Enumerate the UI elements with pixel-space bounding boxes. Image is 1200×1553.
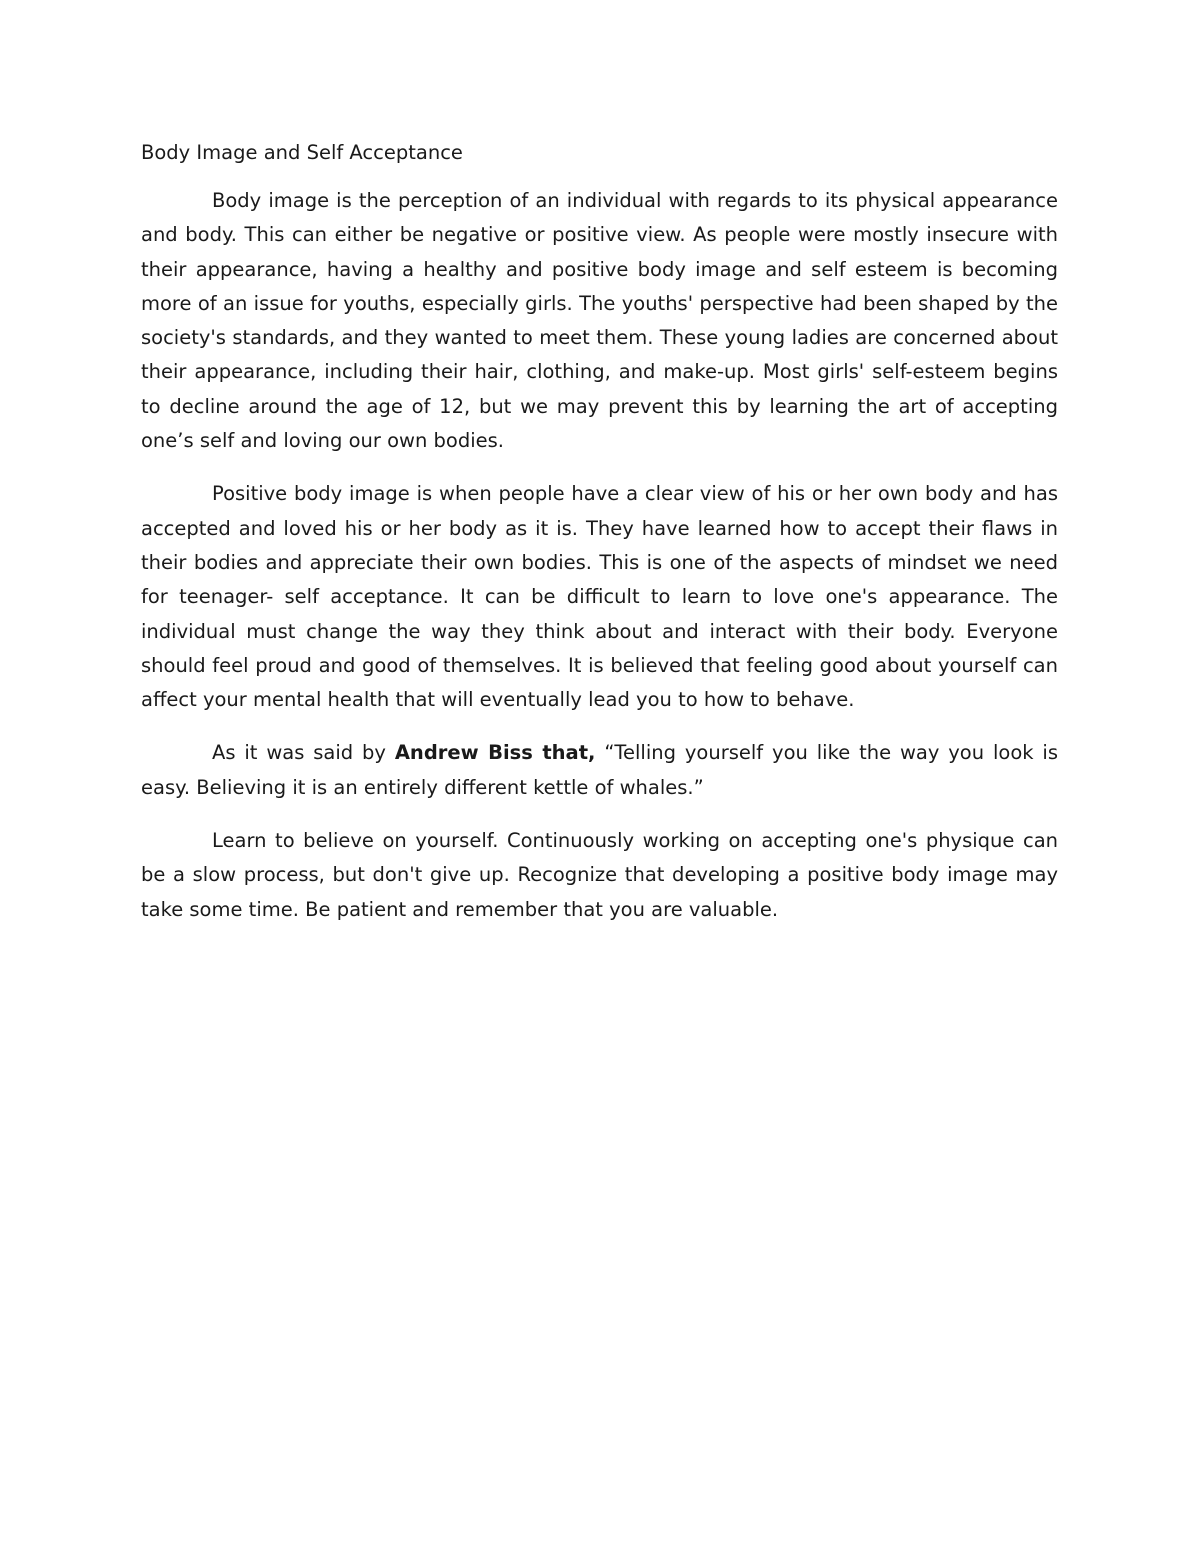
paragraph-positive-body-image: Positive body image is when people have a clear view of his or her own body and has accepted and loved his or her body as it is. They have learned how to accept their flaws in their bodies and appreciate their own bodies. This is one of the aspects of mindset we need for teenager- self acceptance. It can be difficult to learn to love one's appearance. The individual must change the way they think about and interact with their body. Everyone should feel proud and good of themselves. It is believed that feeling good about yourself can affect your mental health that will eventually lead you to how to behave. — [141, 482, 1058, 712]
document-page — [141, 138, 1058, 946]
document-title: Body Image and Self Acceptance — [141, 141, 463, 164]
quote-intro: As it was said by — [212, 741, 395, 765]
quote-text: “Telling yourself you like the way you look is easy. Believing it is an entirely different kettle of whales.” — [141, 741, 1058, 799]
paragraph-quote — [141, 736, 1058, 805]
paragraph-believe: Learn to believe on yourself. Continuously working on accepting one's physique can be a slow process, but don't give up. Recognize that developing a positive body image may take some time. Be patient and remember that you are valuable. — [141, 829, 1058, 921]
quote-author: Andrew Biss that, — [394, 741, 596, 765]
paragraph-body-image: Body image is the perception of an individual with regards to its physical appearance and body. This can either be negative or positive view. As people were mostly insecure with their appearance, having a healthy and positive body image and self esteem is becoming more of an issue for youths, especially girls. The youths' perspective had been shaped by the society's standards, and they wanted to meet them. These young ladies are concerned about their appearance, including their hair, clothing, and make-up. Most girls' self-esteem begins to decline around the age of 12, but we may prevent this by learning the art of accepting one’s self and loving our own bodies. — [141, 189, 1058, 453]
